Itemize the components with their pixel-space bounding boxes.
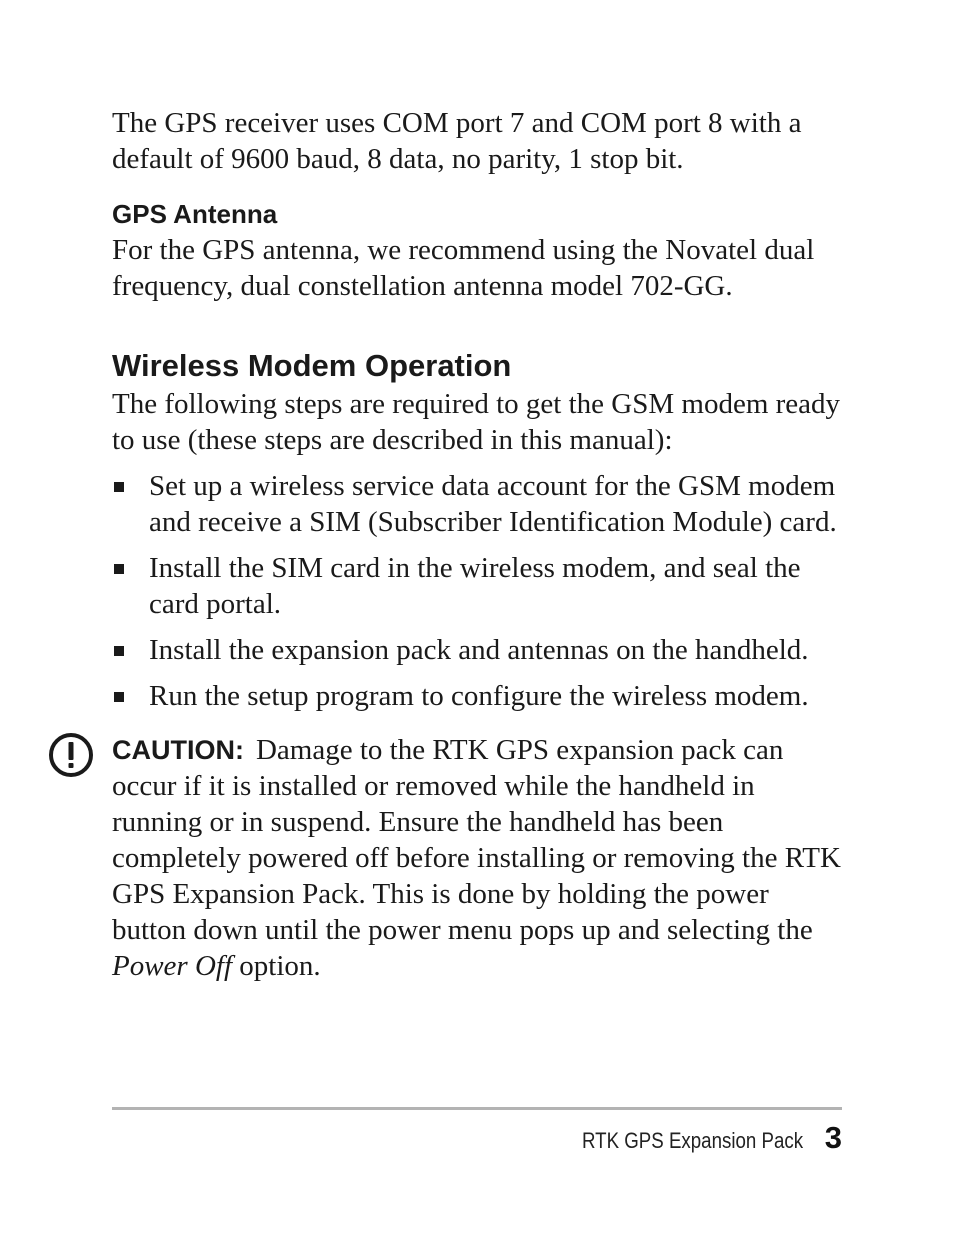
caution-text-end: option.	[232, 950, 321, 982]
caution-note	[112, 732, 844, 984]
list-item-text: Install the SIM card in the wireless modem, and seal the card portal.	[149, 552, 801, 620]
list-item	[112, 468, 844, 540]
steps-list	[112, 468, 844, 714]
gps-antenna-heading: GPS Antenna	[112, 199, 278, 229]
intro-paragraph: The GPS receiver uses COM port 7 and COM port 8 with a default of 9600 baud, 8 data, no parity, 1 stop bit.	[112, 107, 802, 175]
list-item	[112, 550, 844, 622]
exclamation-circle-icon	[48, 732, 94, 778]
page-footer	[543, 1120, 842, 1156]
page-number: 3	[824, 1120, 842, 1155]
caution-label: CAUTION:	[112, 735, 244, 765]
list-item-text: Run the setup program to configure the wireless modem.	[149, 680, 809, 712]
list-item-text: Install the expansion pack and antennas on the handheld.	[149, 634, 809, 666]
square-bullet-icon	[114, 482, 124, 492]
caution-paragraph	[112, 732, 844, 984]
document-page	[112, 100, 844, 984]
square-bullet-icon	[114, 646, 124, 656]
list-item	[112, 678, 844, 714]
footer-title: RTK GPS Expansion Pack	[581, 1128, 803, 1153]
list-item-text: Set up a wireless service data account for the GSM modem and receive a SIM (Subscriber Identification Module) card.	[149, 470, 837, 538]
footer-divider	[112, 1107, 842, 1110]
square-bullet-icon	[114, 692, 124, 702]
caution-text: Damage to the RTK GPS expansion pack can occur if it is installed or removed while the handheld in running or in suspend. Ensure the handheld has been completely powered off before installing or removing the RTK GPS Expansion Pack. This is done by holding the power button down until the power menu pops up and selecting the	[112, 734, 841, 946]
wireless-modem-intro: The following steps are required to get the GSM modem ready to use (these steps are described in this manual):	[112, 388, 841, 456]
wireless-modem-heading: Wireless Modem Operation	[112, 348, 512, 383]
list-item	[112, 632, 844, 668]
square-bullet-icon	[114, 564, 124, 574]
caution-emphasis: Power Off	[112, 950, 233, 982]
gps-antenna-paragraph: For the GPS antenna, we recommend using the Novatel dual frequency, dual constellation antenna model 702-GG.	[112, 234, 815, 302]
